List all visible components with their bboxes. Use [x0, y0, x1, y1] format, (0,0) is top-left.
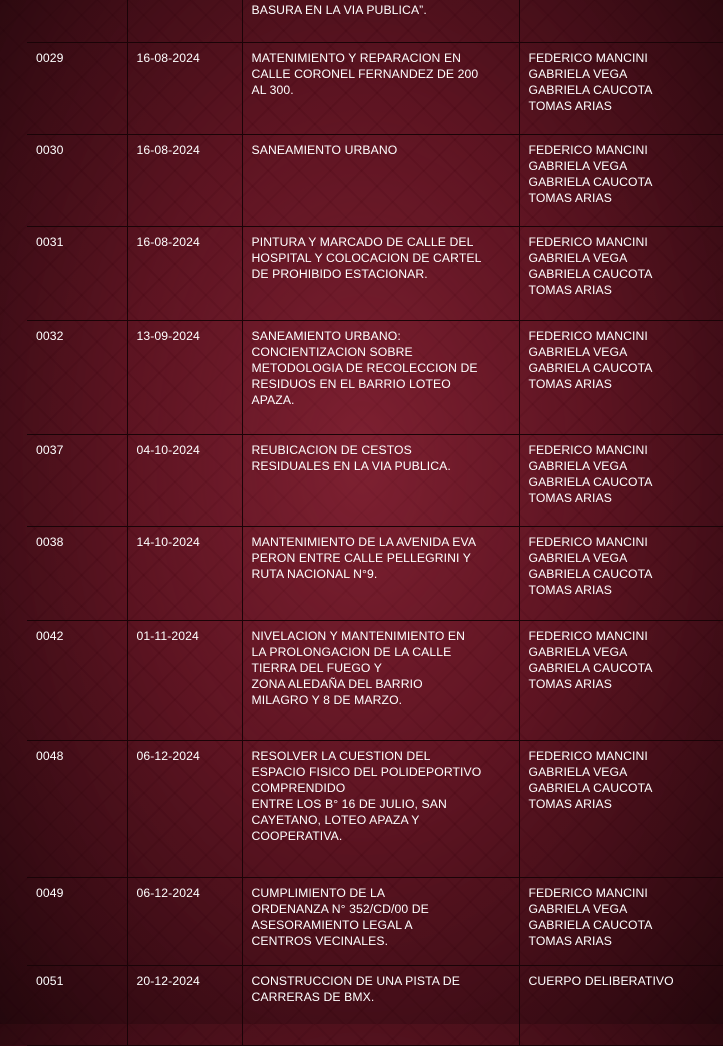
author-name: TOMAS ARIAS	[528, 491, 613, 505]
author-name: TOMAS ARIAS	[528, 283, 613, 297]
author-name: FEDERICO MANCINI	[528, 51, 648, 65]
author-name: GABRIELA CAUCOTA	[528, 918, 653, 932]
subject-line: APAZA.	[251, 393, 295, 407]
table-row	[27, 43, 723, 135]
subject-line: CONCIENTIZACION SOBRE	[251, 345, 413, 359]
record-authors	[519, 621, 723, 741]
record-date: 16-08-2024	[127, 135, 242, 227]
author-name: GABRIELA VEGA	[528, 345, 628, 359]
author-name: GABRIELA VEGA	[528, 902, 628, 916]
author-name: TOMAS ARIAS	[528, 99, 613, 113]
author-name: GABRIELA VEGA	[528, 765, 628, 779]
author-name: TOMAS ARIAS	[528, 377, 613, 391]
author-name: GABRIELA CAUCOTA	[528, 361, 653, 375]
table-row	[27, 527, 723, 621]
subject-line: MANTENIMIENTO DE LA AVENIDA EVA	[251, 535, 477, 549]
registry-table	[27, 0, 723, 1046]
subject-line: PERON ENTRE CALLE PELLEGRINI Y	[251, 551, 472, 565]
record-date: 14-10-2024	[127, 527, 242, 621]
subject-line: RESIDUOS EN EL BARRIO LOTEO	[251, 377, 451, 391]
table-row	[27, 966, 723, 1046]
author-name: FEDERICO MANCINI	[528, 443, 648, 457]
subject-line: RUTA NACIONAL N°9.	[251, 567, 378, 581]
author-name: GABRIELA CAUCOTA	[528, 475, 653, 489]
author-name: FEDERICO MANCINI	[528, 329, 648, 343]
subject-line: NIVELACION Y MANTENIMIENTO EN	[251, 629, 466, 643]
author-name: GABRIELA CAUCOTA	[528, 781, 653, 795]
record-number: 0048	[27, 741, 127, 878]
subject-line: CALLE CORONEL FERNANDEZ DE 200	[251, 67, 479, 81]
table-row	[27, 878, 723, 966]
table-row	[27, 0, 723, 43]
record-authors	[519, 741, 723, 878]
author-name: TOMAS ARIAS	[528, 677, 613, 691]
author-name: GABRIELA CAUCOTA	[528, 175, 653, 189]
author-name: GABRIELA VEGA	[528, 551, 628, 565]
record-date: 06-12-2024	[127, 741, 242, 878]
author-name: GABRIELA CAUCOTA	[528, 567, 653, 581]
record-authors	[519, 527, 723, 621]
author-name: CUERPO DELIBERATIVO	[528, 974, 674, 988]
record-number: 0031	[27, 227, 127, 321]
subject-line: TIERRA DEL FUEGO Y	[251, 661, 382, 675]
record-number: 0038	[27, 527, 127, 621]
record-number: 0049	[27, 878, 127, 966]
author-name: FEDERICO MANCINI	[528, 749, 648, 763]
author-name	[529, 0, 716, 2]
record-subject	[242, 435, 519, 527]
record-subject	[242, 527, 519, 621]
subject-line: REUBICACION DE CESTOS	[251, 443, 412, 457]
subject-line: CUMPLIMIENTO DE LA	[251, 886, 386, 900]
author-name: TOMAS ARIAS	[528, 583, 613, 597]
record-number: 0030	[27, 135, 127, 227]
table-row	[27, 321, 723, 435]
record-number: 0029	[27, 43, 127, 135]
table-row	[27, 227, 723, 321]
author-name: FEDERICO MANCINI	[528, 235, 648, 249]
subject-line: COOPERATIVA.	[251, 829, 343, 843]
subject-line: MILAGRO Y 8 DE MARZO.	[251, 693, 403, 707]
author-name: GABRIELA CAUCOTA	[528, 661, 653, 675]
subject-line: ORDENANZA N° 352/CD/00 DE	[251, 902, 429, 916]
author-name: GABRIELA CAUCOTA	[528, 267, 653, 281]
record-authors	[519, 966, 723, 1046]
subject-line: SANEAMIENTO URBANO	[251, 143, 398, 157]
author-name: FEDERICO MANCINI	[528, 535, 648, 549]
subject-line: BASURA EN LA VIA PUBLICA”.	[251, 3, 427, 17]
record-authors	[519, 43, 723, 135]
subject-line: ZONA ALEDAÑA DEL BARRIO	[251, 677, 423, 691]
record-authors	[519, 435, 723, 527]
record-subject	[242, 135, 519, 227]
subject-line: SANEAMIENTO URBANO:	[251, 329, 401, 343]
record-authors	[519, 135, 723, 227]
subject-line: ENTRE LOS B° 16 DE JULIO, SAN	[251, 797, 447, 811]
subject-line: COMPRENDIDO	[251, 781, 346, 795]
author-name: TOMAS ARIAS	[528, 191, 613, 205]
record-number: 0032	[27, 321, 127, 435]
author-name: TOMAS ARIAS	[528, 797, 613, 811]
record-authors	[519, 227, 723, 321]
record-number: 0037	[27, 435, 127, 527]
record-date: 16-08-2024	[127, 43, 242, 135]
record-number: 0042	[27, 621, 127, 741]
record-subject	[242, 878, 519, 966]
record-subject	[242, 321, 519, 435]
subject-line: MATENIMIENTO Y REPARACION EN	[251, 51, 462, 65]
record-date: 01-11-2024	[127, 621, 242, 741]
author-name: GABRIELA VEGA	[528, 459, 628, 473]
author-name: FEDERICO MANCINI	[528, 143, 648, 157]
record-subject	[242, 0, 519, 43]
author-name: TOMAS ARIAS	[528, 934, 613, 948]
record-subject	[242, 43, 519, 135]
subject-line: CENTROS VECINALES.	[251, 934, 389, 948]
table-row	[27, 621, 723, 741]
subject-line: CARRERAS DE BMX.	[251, 990, 375, 1004]
table-row	[27, 435, 723, 527]
record-subject	[242, 741, 519, 878]
table-row	[27, 135, 723, 227]
registry-table-body	[27, 0, 723, 1046]
subject-line: PINTURA Y MARCADO DE CALLE DEL	[251, 235, 474, 249]
author-name: FEDERICO MANCINI	[528, 629, 648, 643]
author-name: FEDERICO MANCINI	[528, 886, 648, 900]
author-name: GABRIELA CAUCOTA	[528, 83, 653, 97]
record-authors	[519, 878, 723, 966]
record-subject	[242, 227, 519, 321]
record-authors	[519, 0, 723, 43]
author-name: GABRIELA VEGA	[528, 67, 628, 81]
subject-line: ESPACIO FISICO DEL POLIDEPORTIVO	[251, 765, 482, 779]
record-date: 04-10-2024	[127, 435, 242, 527]
record-date: 06-12-2024	[127, 878, 242, 966]
subject-line: RESOLVER LA CUESTION DEL	[251, 749, 431, 763]
subject-line: CONSTRUCCION DE UNA PISTA DE	[251, 974, 460, 988]
record-authors	[519, 321, 723, 435]
subject-line: METODOLOGIA DE RECOLECCION DE	[251, 361, 478, 375]
author-name: GABRIELA VEGA	[528, 251, 628, 265]
record-date: 13-09-2024	[127, 321, 242, 435]
subject-line: AL 300.	[251, 83, 294, 97]
record-subject	[242, 621, 519, 741]
subject-line: ASESORAMIENTO LEGAL A	[251, 918, 413, 932]
author-name: GABRIELA VEGA	[528, 645, 628, 659]
record-number: 0051	[27, 966, 127, 1046]
author-name: GABRIELA VEGA	[528, 159, 628, 173]
table-row	[27, 741, 723, 878]
record-date	[127, 0, 242, 43]
subject-line: CAYETANO, LOTEO APAZA Y	[251, 813, 420, 827]
record-subject	[242, 966, 519, 1046]
record-date: 16-08-2024	[127, 227, 242, 321]
subject-line: RESIDUALES EN LA VIA PUBLICA.	[251, 459, 451, 473]
subject-line: HOSPITAL Y COLOCACION DE CARTEL	[251, 251, 482, 265]
record-number	[27, 0, 127, 43]
record-date: 20-12-2024	[127, 966, 242, 1046]
subject-line: DE PROHIBIDO ESTACIONAR.	[251, 267, 428, 281]
subject-line: LA PROLONGACION DE LA CALLE	[251, 645, 452, 659]
